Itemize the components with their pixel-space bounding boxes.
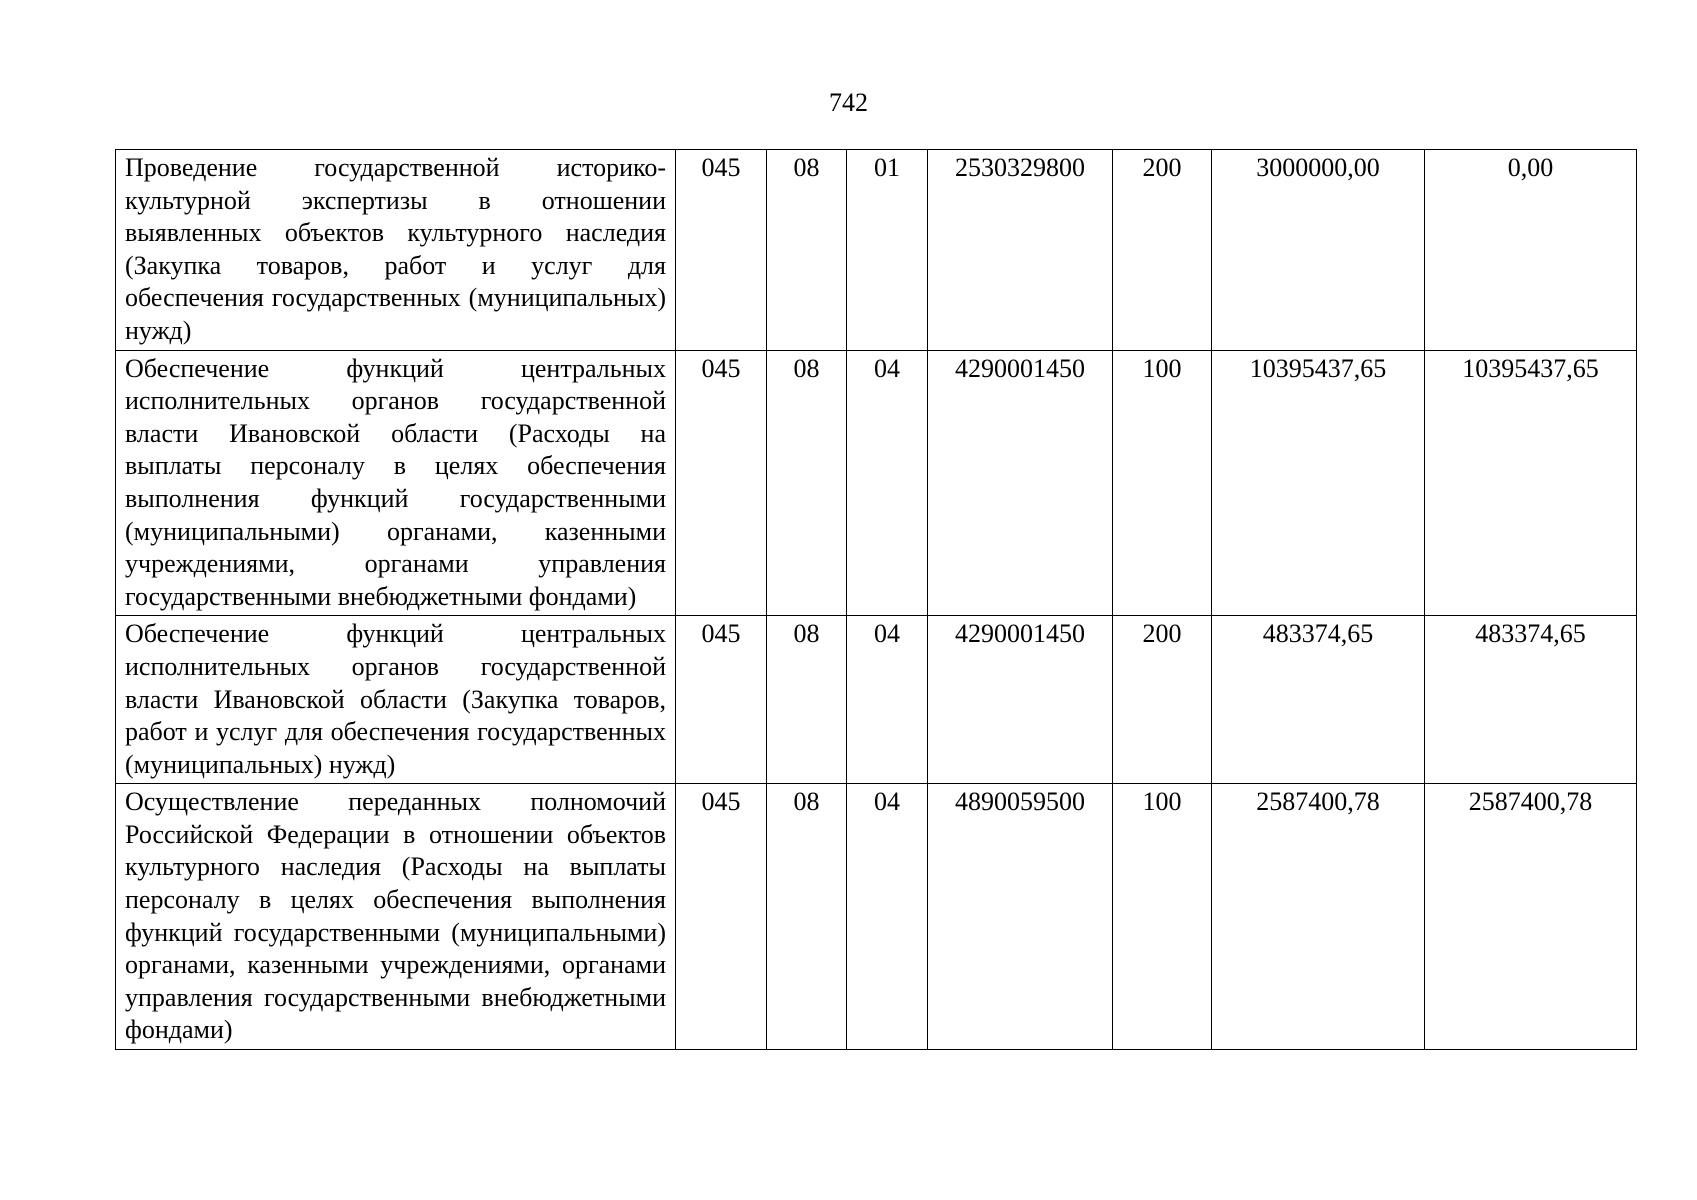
expense-type-cell: 200 xyxy=(1113,150,1212,351)
expense-name-cell: Проведение государственной историко-культурной экспертизы в отношении выявленных объектов культурного наследия (Закупка товаров, работ и услуг для обеспечения государственных (муниципальных) нужд) xyxy=(116,150,676,351)
budget-table xyxy=(115,149,1637,1050)
amount-1-cell: 10395437,65 xyxy=(1212,350,1425,616)
table-row xyxy=(116,150,1637,351)
expense-type-cell: 100 xyxy=(1113,784,1212,1050)
table-row xyxy=(116,616,1637,784)
admin-code-cell: 045 xyxy=(676,616,767,784)
amount-1-cell: 483374,65 xyxy=(1212,616,1425,784)
admin-code-cell: 045 xyxy=(676,784,767,1050)
section-code-cell: 08 xyxy=(767,350,847,616)
subsection-code-cell: 04 xyxy=(847,616,928,784)
admin-code-cell: 045 xyxy=(676,150,767,351)
amount-2-cell: 2587400,78 xyxy=(1425,784,1637,1050)
target-code-cell: 2530329800 xyxy=(928,150,1113,351)
expense-name-cell: Обеспечение функций центральных исполнительных органов государственной власти Ивановской области (Расходы на выплаты персоналу в целях обеспечения выполнения функций государственными (муниципальными) органами, казенными учреждениями, органами управления государственными внебюджетными фондами) xyxy=(116,350,676,616)
amount-2-cell: 0,00 xyxy=(1425,150,1637,351)
subsection-code-cell: 04 xyxy=(847,350,928,616)
page-number: 742 xyxy=(829,88,868,117)
expense-type-cell: 100 xyxy=(1113,350,1212,616)
section-code-cell: 08 xyxy=(767,150,847,351)
subsection-code-cell: 04 xyxy=(847,784,928,1050)
target-code-cell: 4290001450 xyxy=(928,350,1113,616)
table-row xyxy=(116,784,1637,1050)
expense-name-cell: Обеспечение функций центральных исполнительных органов государственной власти Ивановской области (Закупка товаров, работ и услуг для обеспечения государственных (муниципальных) нужд) xyxy=(116,616,676,784)
admin-code-cell: 045 xyxy=(676,350,767,616)
amount-2-cell: 10395437,65 xyxy=(1425,350,1637,616)
target-code-cell: 4290001450 xyxy=(928,616,1113,784)
table-row xyxy=(116,350,1637,616)
subsection-code-cell: 01 xyxy=(847,150,928,351)
target-code-cell: 4890059500 xyxy=(928,784,1113,1050)
amount-1-cell: 3000000,00 xyxy=(1212,150,1425,351)
expense-name-cell: Осуществление переданных полномочий Российской Федерации в отношении объектов культурного наследия (Расходы на выплаты персоналу в целях обеспечения выполнения функций государственными (муниципальными) органами, казенными учреждениями, органами управления государственными внебюджетными фондами) xyxy=(116,784,676,1050)
amount-1-cell: 2587400,78 xyxy=(1212,784,1425,1050)
section-code-cell: 08 xyxy=(767,616,847,784)
expense-type-cell: 200 xyxy=(1113,616,1212,784)
section-code-cell: 08 xyxy=(767,784,847,1050)
amount-2-cell: 483374,65 xyxy=(1425,616,1637,784)
